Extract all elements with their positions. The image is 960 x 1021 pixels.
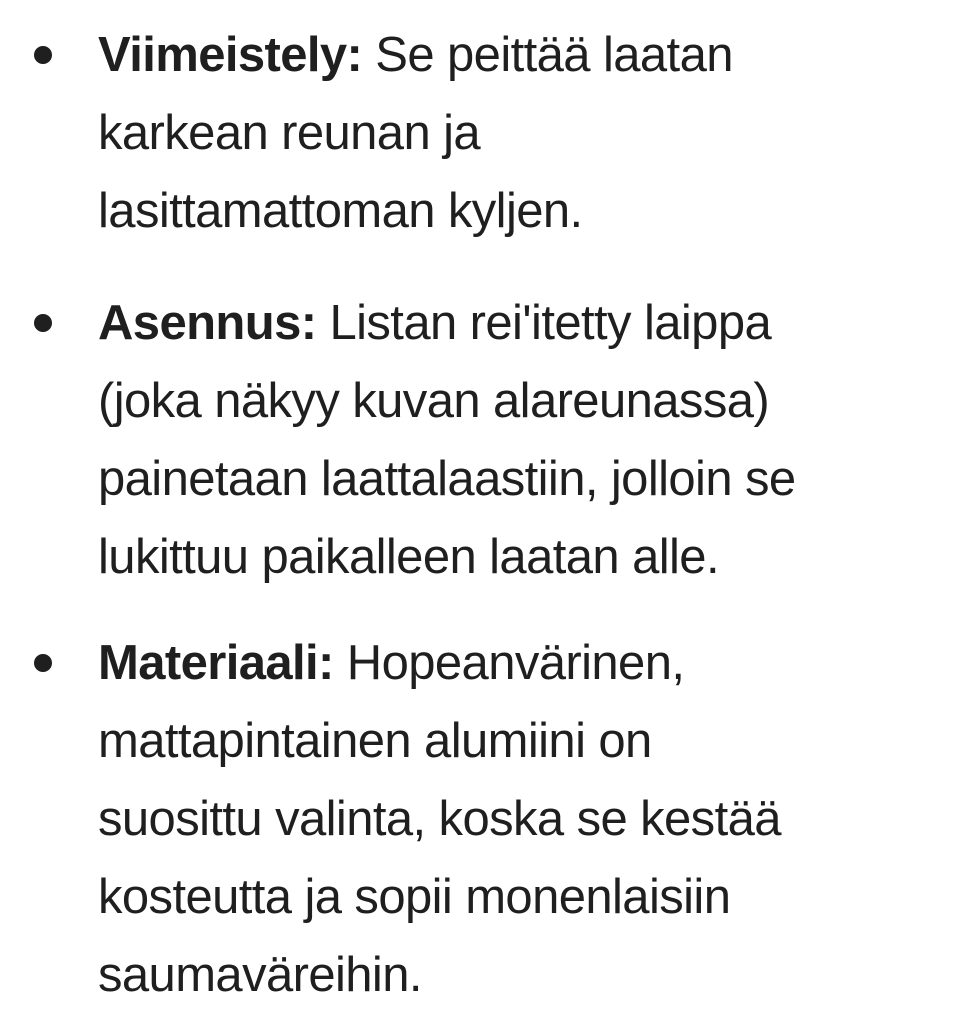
bullet-point [34, 654, 52, 672]
text-line [98, 284, 898, 362]
list-item-text [98, 16, 898, 250]
item-term: Asennus: [98, 296, 317, 350]
bullet-point [34, 46, 52, 64]
text-line: saumaväreihin. [98, 948, 422, 1002]
list-item-text [98, 284, 898, 596]
text-line [98, 16, 898, 94]
item-term: Viimeistely: [98, 28, 363, 82]
item-text: Listan rei'itetty laippa [329, 296, 772, 350]
text-line: suosittu valinta, koska se kestää [98, 792, 781, 846]
text-line: lukittuu paikalleen laatan alle. [98, 530, 719, 584]
text-line: (joka näkyy kuvan alareunassa) [98, 374, 770, 428]
list-item-text [98, 624, 898, 1014]
item-text: Hopeanvärinen, [346, 636, 685, 690]
text-line: kosteutta ja sopii monenlaisiin [98, 870, 731, 924]
text-line: mattapintainen alumiini on [98, 714, 652, 768]
item-text: Se peittää laatan [375, 28, 733, 82]
bullet-point [34, 314, 52, 332]
text-line [98, 624, 898, 702]
text-line: lasittamattoman kyljen. [98, 184, 583, 238]
text-line: karkean reunan ja [98, 106, 481, 160]
text-line: painetaan laattalaastiin, jolloin se [98, 452, 796, 506]
item-term: Materiaali: [98, 636, 334, 690]
